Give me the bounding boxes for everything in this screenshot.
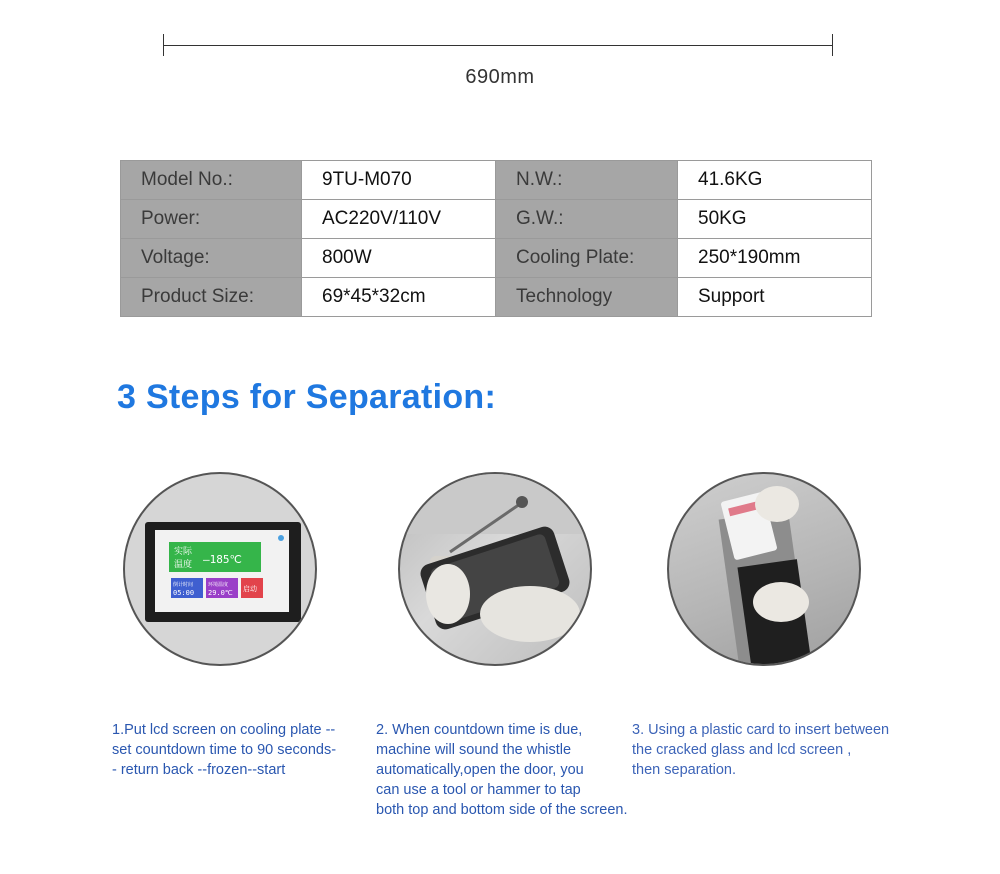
panel-countdown-value: 05:00 xyxy=(173,589,195,597)
spec-key: Cooling Plate: xyxy=(496,239,678,278)
spec-value: 9TU-M070 xyxy=(302,161,496,200)
panel-label-temp: 温度 xyxy=(174,560,193,570)
spec-key: Power: xyxy=(121,200,302,239)
caption-line: then separation. xyxy=(632,762,736,778)
phone-on-plate-illustration xyxy=(400,474,592,666)
caption-line: machine will sound the whistle xyxy=(376,742,572,758)
spec-value: 41.6KG xyxy=(678,161,872,200)
card-separation-illustration xyxy=(669,474,861,666)
step-1-image xyxy=(123,472,317,666)
caption-line: - return back --frozen--start xyxy=(112,762,286,778)
spec-value: 800W xyxy=(302,239,496,278)
panel-env-value: 29.0℃ xyxy=(208,589,233,597)
dimension-label: 690mm xyxy=(465,66,535,88)
dimension-indicator xyxy=(163,34,833,58)
caption-line: 2. When countdown time is due, xyxy=(376,722,583,738)
spec-key: Voltage: xyxy=(121,239,302,278)
step-3-caption xyxy=(632,720,902,780)
dimension-tick-right xyxy=(832,34,833,56)
spec-key: Technology xyxy=(496,278,678,317)
step-3-image xyxy=(667,472,861,666)
caption-line: 3. Using a plastic card to insert between xyxy=(632,722,890,738)
step-2-caption xyxy=(376,720,656,820)
spec-value: 69*45*32cm xyxy=(302,278,496,317)
step-2-image xyxy=(398,472,592,666)
panel-env-label: 环境温度 xyxy=(208,582,229,588)
spec-value: AC220V/110V xyxy=(302,200,496,239)
spec-key: G.W.: xyxy=(496,200,678,239)
spec-value: Support xyxy=(678,278,872,317)
table-row xyxy=(121,200,872,239)
panel-start-label: 启动 xyxy=(243,585,257,593)
caption-line: automatically,open the door, you xyxy=(376,762,584,778)
table-row xyxy=(121,278,872,317)
table-row xyxy=(121,161,872,200)
specs-table xyxy=(120,160,872,317)
spec-value: 50KG xyxy=(678,200,872,239)
panel-temp-value: —185℃ xyxy=(203,553,242,566)
spec-key: Model No.: xyxy=(121,161,302,200)
caption-line: set countdown time to 90 seconds- xyxy=(112,742,337,758)
spec-key: Product Size: xyxy=(121,278,302,317)
step-1-caption xyxy=(112,720,367,780)
spec-value: 250*190mm xyxy=(678,239,872,278)
caption-line: can use a tool or hammer to tap xyxy=(376,782,581,798)
steps-heading: 3 Steps for Separation: xyxy=(117,378,497,416)
caption-line: 1.Put lcd screen on cooling plate -- xyxy=(112,722,336,738)
panel-countdown-label: 倒计时间 xyxy=(173,582,194,588)
caption-line: the cracked glass and lcd screen , xyxy=(632,742,852,758)
caption-line: both top and bottom side of the screen. xyxy=(376,802,628,818)
dimension-line xyxy=(163,45,833,46)
table-row xyxy=(121,239,872,278)
control-panel-illustration xyxy=(125,474,317,666)
panel-label-actual: 实际 xyxy=(174,547,193,557)
spec-key: N.W.: xyxy=(496,161,678,200)
